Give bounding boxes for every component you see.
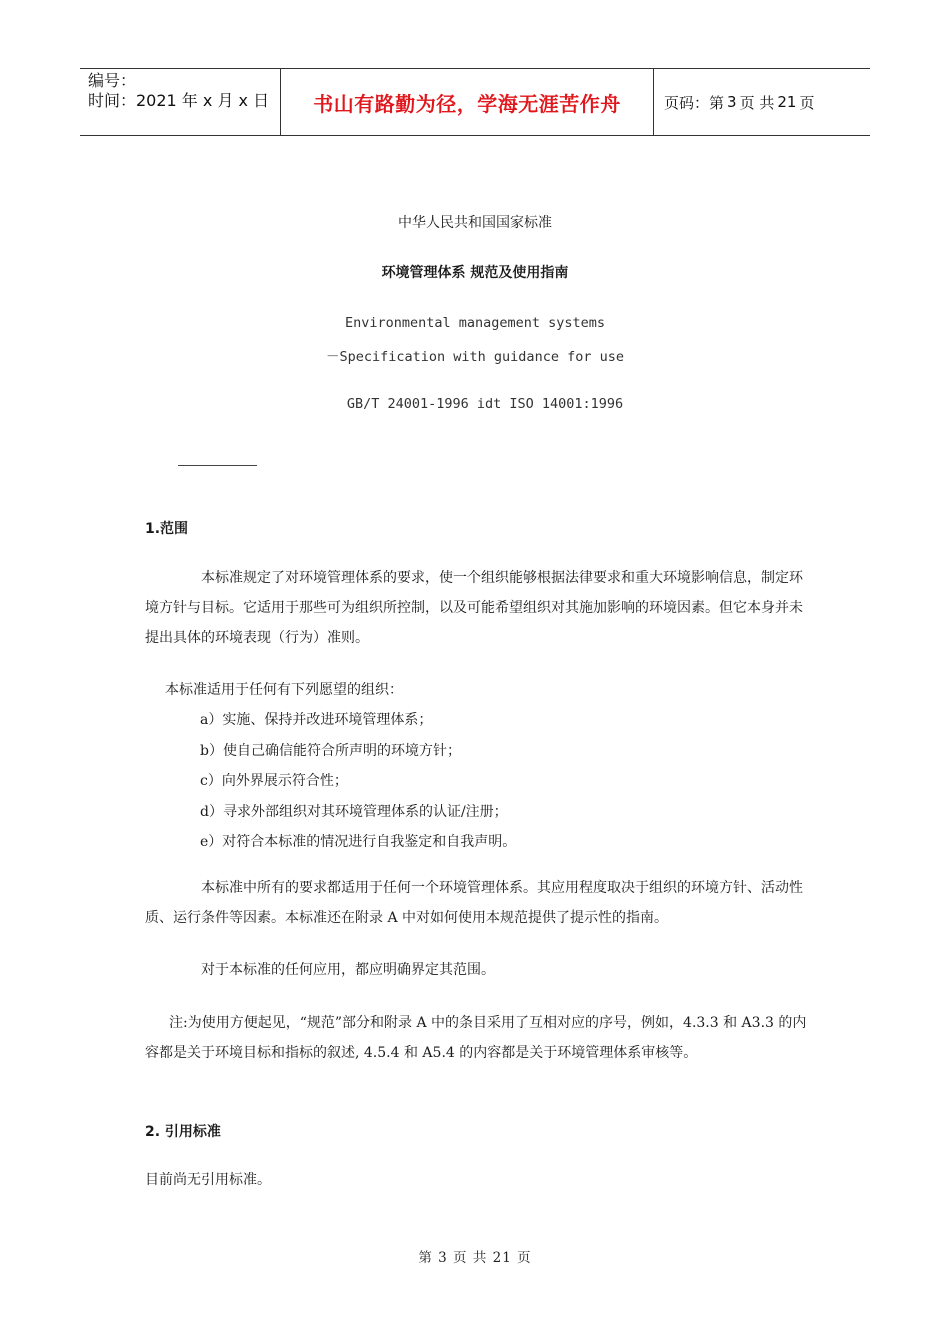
page-prefix: 页码：第 (664, 93, 725, 112)
list-item: c）向外界展示符合性； (200, 773, 348, 789)
section-1-list (200, 705, 800, 858)
section-1-applicability: 本标准适用于任何有下列愿望的组织： (165, 682, 403, 698)
page-total: 21 (777, 93, 797, 111)
document-title: 环境管理体系 规范及使用指南 (381, 265, 569, 281)
page-current: 3 (727, 93, 737, 111)
list-item: e）对符合本标准的情况进行自我鉴定和自我声明。 (200, 834, 517, 850)
standard-line: 中华人民共和国国家标准 (398, 215, 552, 231)
divider-rule (178, 465, 257, 466)
section-1-heading: 1.范围 (145, 521, 189, 537)
header-table (80, 68, 870, 136)
page-footer: 第 3 页 共 21 页 (418, 1250, 532, 1266)
section-1-note: 注:为使用方便起见，“规范”部分和附录 A 中的条目采用了互相对应的序号，例如，4.3.3 和 A3.3 的内容都是关于环境目标和指标的叙述, 4.5.4 和 A5.4 的内容都是关于环境管理体系审核等。 (145, 1015, 807, 1061)
page-suffix: 页 (799, 93, 815, 112)
list-item: b）使自己确信能符合所声明的环境方针； (200, 742, 461, 759)
section-1-paragraph-1: 本标准规定了对环境管理体系的要求，使一个组织能够根据法律要求和重大环境影响信息，制定环境方针与目标。它适用于那些可为组织所控制，以及可能希望组织对其施加影响的环境因素。但它本身并未提出具体的环境表现（行为）准则。 (145, 570, 803, 646)
section-2-paragraph-1: 目前尚无引用标准。 (145, 1172, 271, 1188)
standard-code: GB/T 24001-1996 idt ISO 14001:1996 (346, 396, 624, 412)
header-page-info (654, 69, 870, 135)
list-item: d）寻求外部组织对其环境管理体系的认证/注册； (200, 803, 508, 820)
english-title-line-2: －Specification with guidance for use (326, 349, 624, 365)
page-mid: 页 共 (739, 93, 775, 112)
section-1-paragraph-3: 对于本标准的任何应用，都应明确界定其范围。 (201, 962, 495, 978)
list-item: a）实施、保持并改进环境管理体系； (200, 712, 433, 728)
header-motto: 书山有路勤为径，学海无涯苦作舟 (281, 69, 654, 135)
english-title-line-1: Environmental management systems (344, 315, 606, 331)
section-1-paragraph-2: 本标准中所有的要求都适用于任何一个环境管理体系。其应用程度取决于组织的环境方针、活动性质、运行条件等因素。本标准还在附录 A 中对如何使用本规范提供了提示性的指南。 (145, 880, 803, 926)
doc-number-label: 编号： (88, 71, 137, 90)
header-meta (80, 69, 281, 135)
doc-time-label: 时间：2021 年 x 月 x 日 (88, 91, 270, 110)
section-2-heading: 2. 引用标准 (145, 1124, 221, 1140)
